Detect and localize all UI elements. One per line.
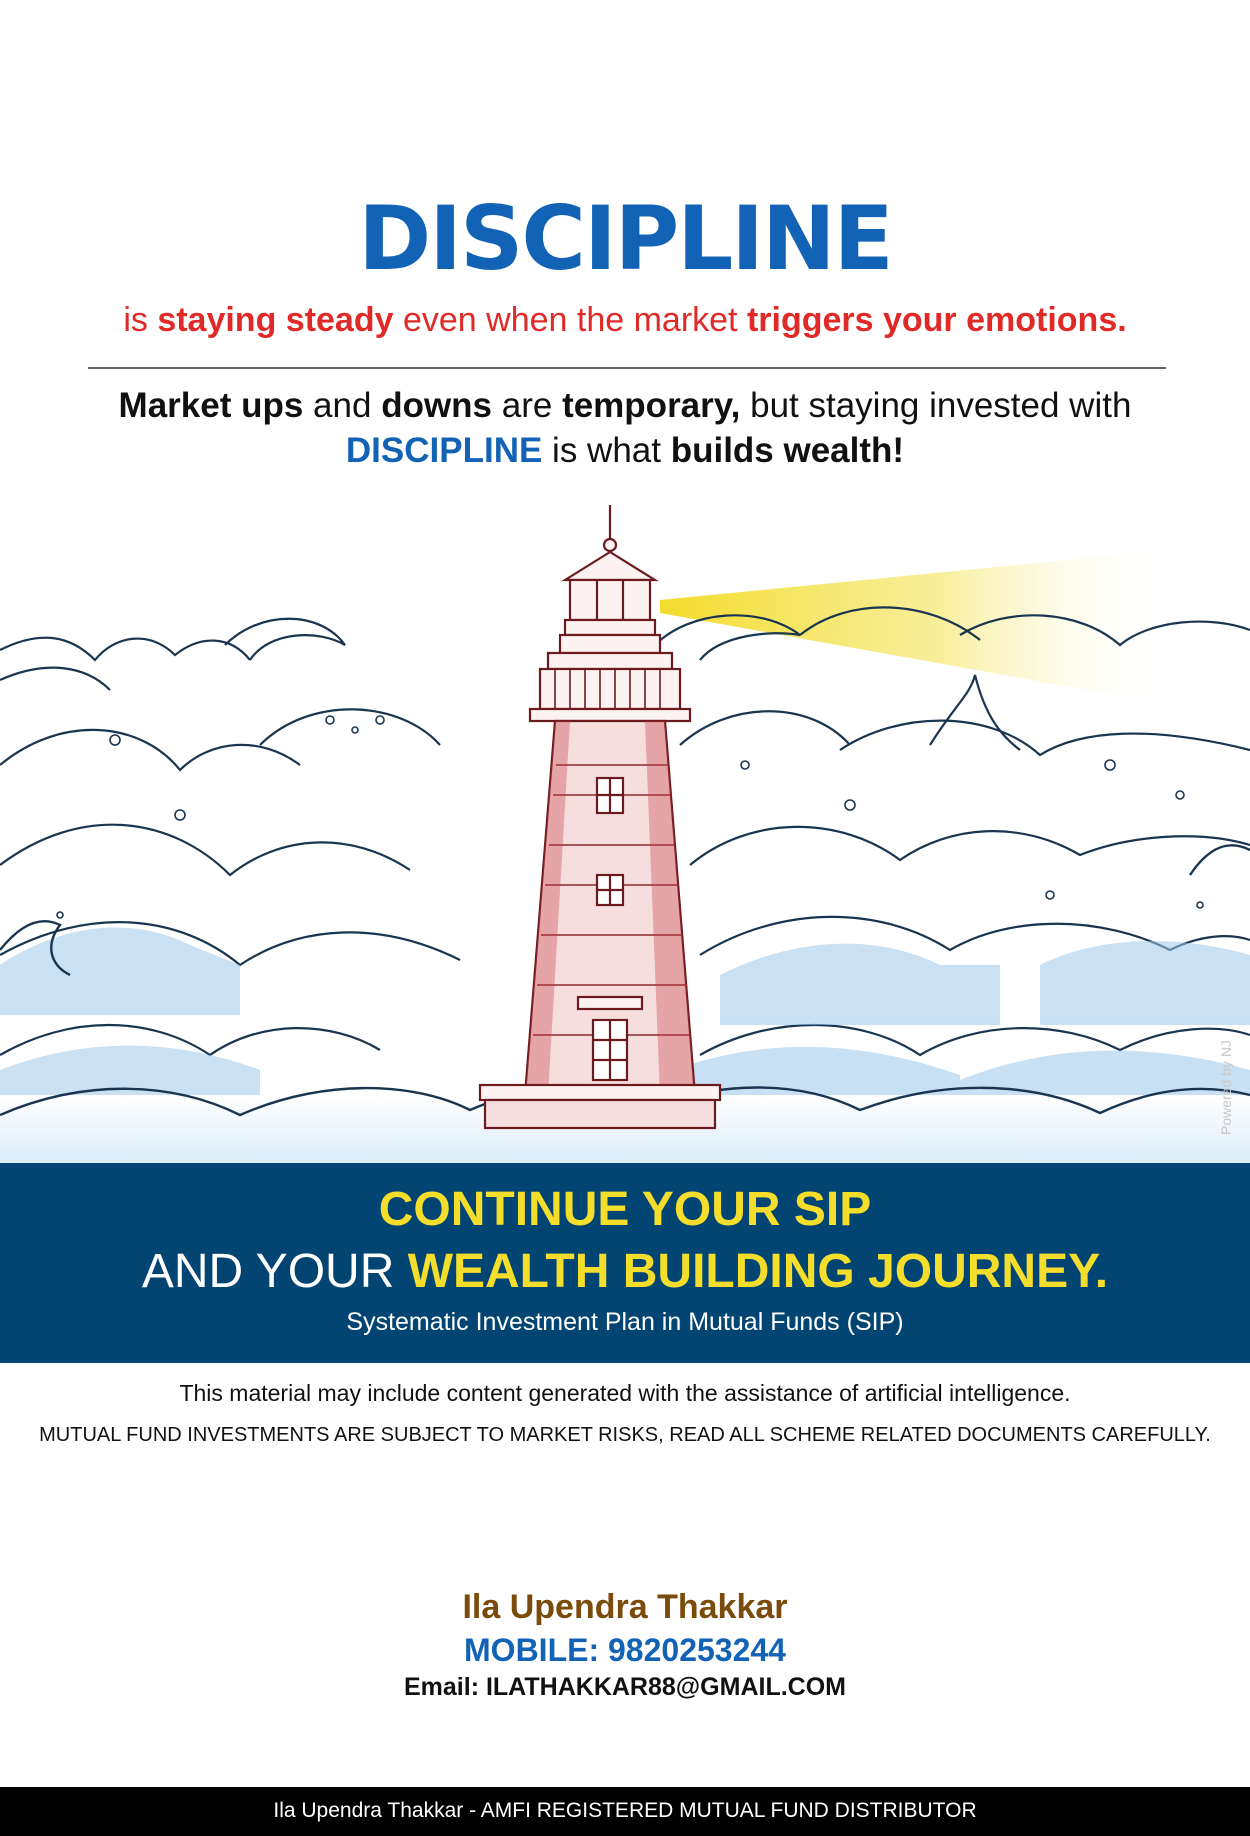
message-emphasis: Market ups (118, 386, 304, 425)
banner-text: AND YOUR (141, 1245, 408, 1298)
distributor-name: Ila Upendra Thakkar (462, 1588, 788, 1626)
tagline-part: is (123, 301, 158, 339)
footer-bar (0, 1787, 1250, 1836)
message-text: are (492, 386, 563, 425)
mobile-number[interactable]: MOBILE: 9820253244 (464, 1632, 786, 1668)
ai-disclaimer: This material may include content generated with the assistance of artificial intelligence. (179, 1380, 1071, 1406)
message-line-1 (0, 388, 1250, 423)
message-emphasis: downs (381, 386, 493, 425)
lighthouse-illustration (0, 495, 1250, 1163)
tagline-part: even when the market (393, 301, 747, 339)
message-text: but staying invested with (740, 386, 1132, 425)
sip-banner (0, 1163, 1250, 1363)
tagline (0, 303, 1250, 337)
message-highlight: DISCIPLINE (345, 431, 543, 470)
powered-by-watermark: Powered by NJ (1218, 1040, 1234, 1135)
message-line-2 (0, 433, 1250, 468)
message-text: is what (542, 431, 671, 470)
divider (88, 367, 1166, 369)
risk-disclaimer: MUTUAL FUND INVESTMENTS ARE SUBJECT TO MARKET RISKS, READ ALL SCHEME RELATED DOCUMENTS CAREFULLY. (39, 1424, 1211, 1446)
tagline-emphasis: triggers your emotions. (746, 301, 1127, 339)
headline: DISCIPLINE (358, 187, 892, 290)
banner-headline: CONTINUE YOUR SIP (378, 1183, 872, 1236)
banner-subheadline (0, 1245, 1250, 1298)
footer-text: Ila Upendra Thakkar - AMFI REGISTERED MUTUAL FUND DISTRIBUTOR (273, 1799, 977, 1822)
email-address[interactable]: Email: ILATHAKKAR88@GMAIL.COM (404, 1673, 846, 1701)
banner-caption: Systematic Investment Plan in Mutual Funds (SIP) (346, 1308, 904, 1336)
tagline-emphasis: staying steady (157, 301, 394, 339)
message-emphasis: temporary, (562, 386, 741, 425)
message-text: and (303, 386, 382, 425)
banner-highlight: WEALTH BUILDING JOURNEY. (407, 1245, 1109, 1298)
message-emphasis: builds wealth! (670, 431, 905, 470)
